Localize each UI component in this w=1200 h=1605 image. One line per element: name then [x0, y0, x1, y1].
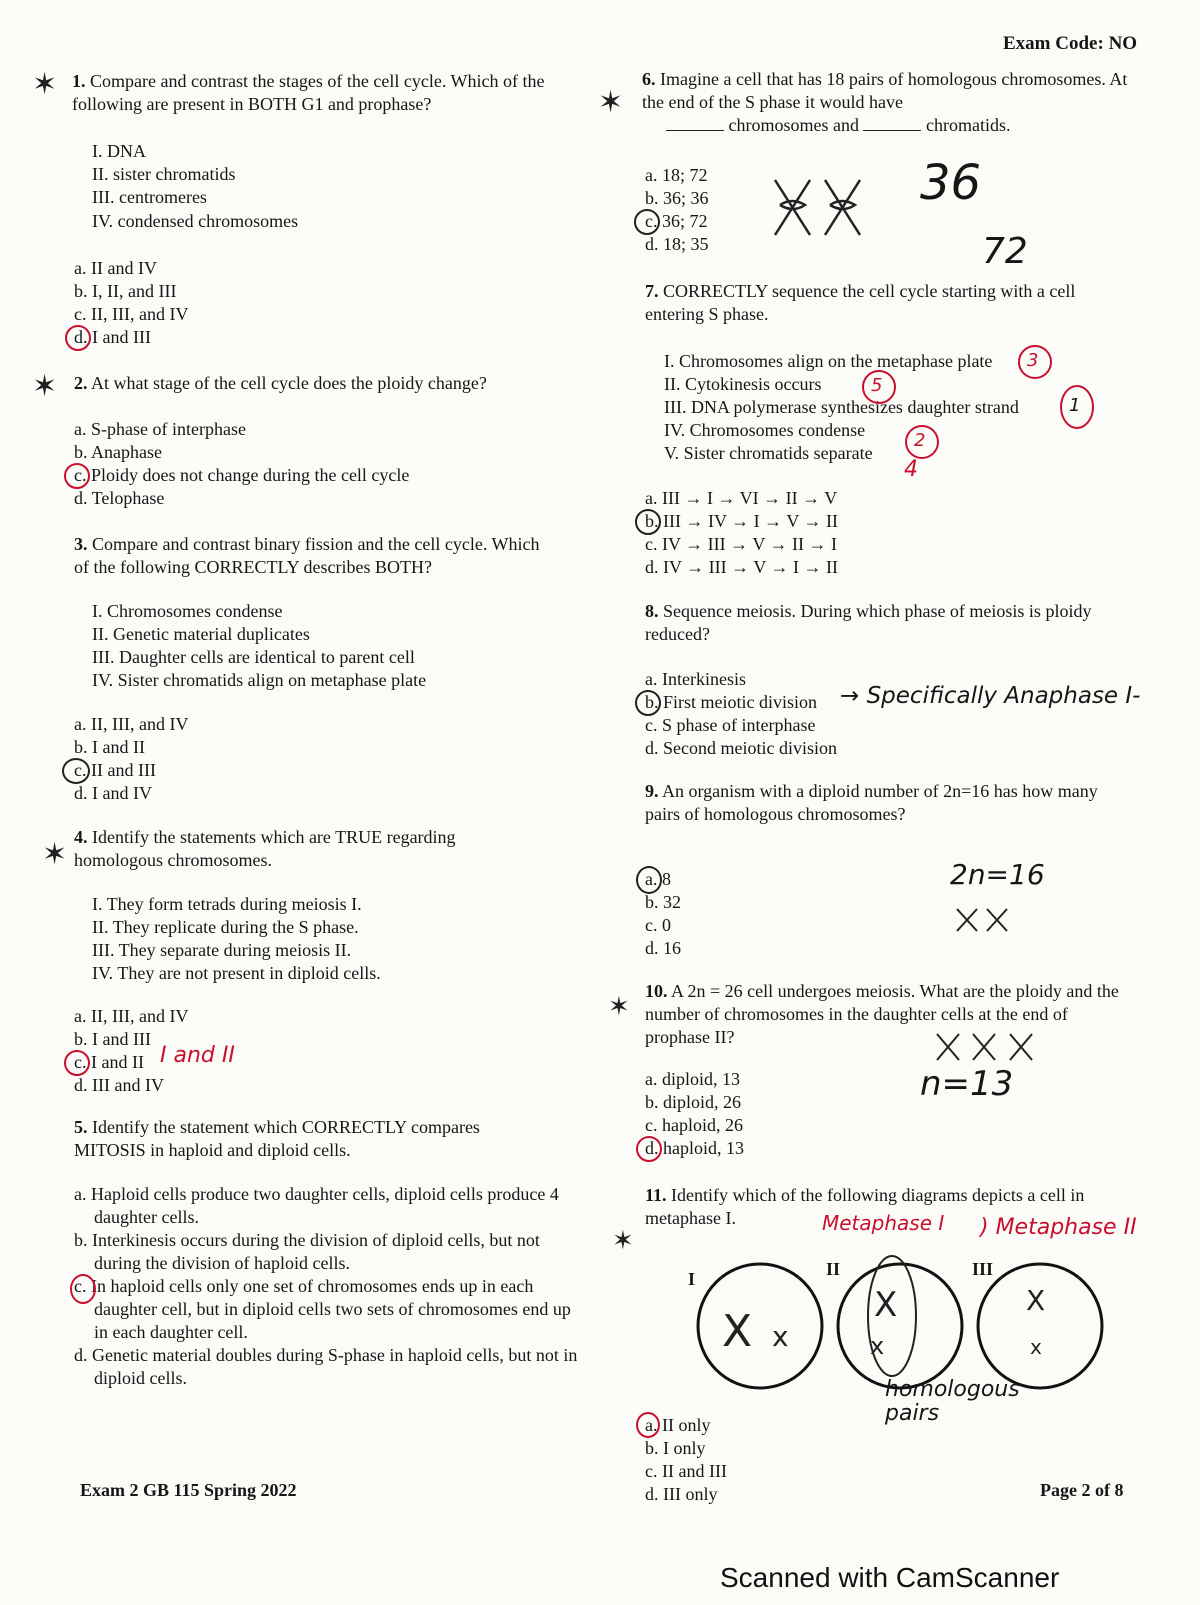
q8-option-d: d. Second meiotic division: [645, 738, 837, 758]
answer-circle-icon: [64, 463, 90, 489]
answer-circle-icon: [635, 690, 661, 716]
q10-option-c: c. haploid, 26: [645, 1115, 743, 1135]
handwritten-annotation: n=13: [920, 1064, 1014, 1104]
q5-option-d: d. Genetic material doubles during S-phase in haploid cells, but not in diploid cells.: [74, 1345, 578, 1388]
q1-option-b: b. I, II, and III: [74, 281, 177, 301]
answer-circle-icon: [635, 509, 661, 535]
question-7-text: CORRECTLY sequence the cell cycle starting with a cell entering S phase.: [645, 281, 1076, 324]
q4-item: II. They replicate during the S phase.: [92, 917, 359, 937]
q7-option-c: c. IV → III → V → II → I: [645, 534, 837, 554]
question-3-text: Compare and contrast binary fission and the cell cycle. Which of the following CORRECTLY describes BOTH?: [74, 534, 540, 577]
q11-option-a: a. II only: [645, 1415, 711, 1435]
q3-option-c: c. II and III: [74, 760, 156, 780]
q9-option-a: a. 8: [645, 869, 671, 889]
scanner-watermark: Scanned with CamScanner: [720, 1562, 1060, 1593]
question-8: 8. Sequence meiosis. During which phase of meiosis is ploidy reduced?: [645, 601, 1092, 644]
q6-option-b: b. 36; 36: [645, 188, 709, 208]
q3-option-a: a. II, III, and IV: [74, 714, 189, 734]
diagram-label-3: III: [972, 1259, 994, 1279]
question-1: 1. Compare and contrast the stages of the cell cycle. Which of the following are present in BOTH G1 and prophase?: [72, 71, 545, 114]
question-9: 9. An organism with a diploid number of 2n=16 has how many pairs of homologous chromosomes?: [645, 781, 1098, 824]
q8-option-b: b. First meiotic division: [645, 692, 818, 712]
q5-option-b: b. Interkinesis occurs during the division of diploid cells, but not during the division of haploid cells.: [74, 1230, 540, 1273]
q1-item: IV. condensed chromosomes: [92, 211, 299, 231]
question-8-text: Sequence meiosis. During which phase of meiosis is ploidy reduced?: [645, 601, 1092, 644]
answer-circle-icon: [636, 1136, 662, 1162]
q10-option-d: d. haploid, 13: [645, 1138, 744, 1158]
answer-circle-icon: [64, 1050, 90, 1076]
q2-option-d: d. Telophase: [74, 488, 165, 508]
q7-item: V. Sister chromatids separate: [664, 443, 873, 463]
q3-option-b: b. I and II: [74, 737, 145, 757]
chromosome-sketch-icon: [770, 175, 890, 245]
svg-text:X: X: [1026, 1284, 1046, 1317]
q5-option-c: c. In haploid cells only one set of chromosomes ends up in each daughter cell, but in diploid cells two sets of chromosomes end up in each daughter cell.: [74, 1276, 571, 1342]
question-10: 10. A 2n = 26 cell undergoes meiosis. What are the ploidy and the number of chromosomes in the daughter cells at the end of prophase II?: [645, 981, 1119, 1047]
q1-option-a: a. II and IV: [74, 258, 157, 278]
question-5-text: Identify the statement which CORRECTLY compares MITOSIS in haploid and diploid cells.: [74, 1117, 480, 1160]
question-5: 5. Identify the statement which CORRECTLY compares MITOSIS in haploid and diploid cells.: [74, 1117, 480, 1160]
question-1-text: Compare and contrast the stages of the cell cycle. Which of the following are present in BOTH G1 and prophase?: [72, 71, 545, 114]
q2-option-c: c. Ploidy does not change during the cell cycle: [74, 465, 410, 485]
handwritten-annotation: 36: [920, 155, 982, 211]
answer-circle-icon: [70, 1274, 96, 1304]
answer-circle-icon: [636, 1412, 660, 1438]
question-6-text: Imagine a cell that has 18 pairs of homologous chromosomes. At the end of the S phase it would have: [642, 69, 1128, 112]
svg-text:X: X: [722, 1306, 753, 1357]
q8-option-c: c. S phase of interphase: [645, 715, 816, 735]
q7-item: I. Chromosomes align on the metaphase plate: [664, 351, 993, 371]
q9-option-b: b. 32: [645, 892, 681, 912]
question-3: 3. Compare and contrast binary fission and the cell cycle. Which of the following CORRECTLY describes BOTH?: [74, 534, 540, 577]
q4-option-a: a. II, III, and IV: [74, 1006, 189, 1026]
q4-option-d: d. III and IV: [74, 1075, 164, 1095]
handwritten-annotation: I and II: [160, 1043, 235, 1068]
sequence-mark: 4: [904, 457, 918, 482]
fill-blank: [666, 114, 724, 131]
question-4: 4. Identify the statements which are TRUE regarding homologous chromosomes.: [74, 827, 456, 870]
chromosome-sketch-icon: [955, 905, 1015, 935]
q7-option-a: a. III → I → VI → II → V: [645, 488, 838, 508]
star-mark-icon: ✶: [42, 838, 68, 871]
question-6: 6. Imagine a cell that has 18 pairs of homologous chromosomes. At the end of the S phase it would have chromosomes and chromatids.: [642, 69, 1128, 135]
footer-page: Page 2 of 8: [1040, 1480, 1124, 1500]
q8-option-a: a. Interkinesis: [645, 669, 746, 689]
q4-option-c: c. I and II: [74, 1052, 144, 1072]
q7-option-d: d. IV → III → V → I → II: [645, 557, 838, 577]
star-mark-icon: ✶: [32, 370, 58, 403]
cell-diagram-2: [838, 1256, 962, 1388]
svg-text:x: x: [870, 1332, 885, 1360]
answer-circle-icon: [634, 209, 660, 235]
q1-option-c: c. II, III, and IV: [74, 304, 189, 324]
q4-option-b: b. I and III: [74, 1029, 151, 1049]
q7-item: IV. Chromosomes condense: [664, 420, 866, 440]
q4-item: IV. They are not present in diploid cells.: [92, 963, 381, 983]
q4-item: I. They form tetrads during meiosis I.: [92, 894, 362, 914]
handwritten-annotation: Metaphase I: [822, 1211, 945, 1235]
question-4-text: Identify the statements which are TRUE regarding homologous chromosomes.: [74, 827, 456, 870]
fill-blank: [863, 114, 921, 131]
question-9-text: An organism with a diploid number of 2n=16 has how many pairs of homologous chromosomes?: [645, 781, 1098, 824]
q6-option-d: d. 18; 35: [645, 234, 709, 254]
q3-item: II. Genetic material duplicates: [92, 624, 310, 644]
star-mark-icon: ✶: [32, 68, 58, 101]
q7-option-b: b. III → IV → I → V → II: [645, 511, 838, 531]
q10-option-b: b. diploid, 26: [645, 1092, 742, 1112]
q7-item: III. DNA polymerase synthesizes daughter strand: [664, 397, 1019, 417]
question-2: 2. At what stage of the cell cycle does the ploidy change?: [74, 373, 487, 393]
svg-text:x: x: [772, 1320, 789, 1353]
sequence-mark: 5: [871, 375, 883, 396]
q9-option-c: c. 0: [645, 915, 671, 935]
q5-option-a: a. Haploid cells produce two daughter cells, diploid cells produce 4 daughter cells.: [74, 1184, 559, 1227]
cell-diagram-1: [698, 1264, 822, 1388]
cell-diagram-3: [978, 1264, 1102, 1388]
diagram-label-2: II: [826, 1259, 841, 1279]
q7-item: II. Cytokinesis occurs: [664, 374, 822, 394]
q9-option-d: d. 16: [645, 938, 681, 958]
sequence-mark: 1: [1069, 395, 1081, 416]
q3-option-d: d. I and IV: [74, 783, 152, 803]
q1-item: I. DNA: [92, 141, 146, 161]
handwritten-annotation: 72: [982, 231, 1028, 272]
question-11-text: Identify which of the following diagrams depicts a cell in metaphase I.: [645, 1185, 1085, 1228]
exam-code-value: NO: [1108, 33, 1138, 54]
q1-item: III. centromeres: [92, 187, 207, 207]
sequence-mark: 3: [1027, 350, 1039, 371]
handwritten-annotation: homologous pairs: [885, 1377, 1020, 1426]
q11-option-b: b. I only: [645, 1438, 706, 1458]
q3-item: III. Daughter cells are identical to parent cell: [92, 647, 415, 667]
q6-option-c: c. 36; 72: [645, 211, 708, 231]
handwritten-annotation: 2n=16: [950, 858, 1045, 891]
svg-text:x: x: [1030, 1335, 1042, 1359]
exam-code-label: Exam Code:: [1003, 33, 1104, 54]
q10-option-a: a. diploid, 13: [645, 1069, 740, 1089]
q3-item: I. Chromosomes condense: [92, 601, 283, 621]
diagram-label-1: I: [688, 1269, 696, 1289]
handwritten-annotation: → Specifically Anaphase I-: [840, 683, 1141, 709]
footer-course: Exam 2 GB 115 Spring 2022: [80, 1480, 297, 1500]
q11-option-c: c. II and III: [645, 1461, 727, 1481]
sequence-mark: 2: [914, 430, 926, 451]
q11-option-d: d. III only: [645, 1484, 718, 1504]
q2-option-a: a. S-phase of interphase: [74, 419, 246, 439]
star-mark-icon: ✶: [598, 86, 624, 119]
question-11: 11. Identify which of the following diagrams depicts a cell in metaphase I.: [645, 1185, 1085, 1228]
svg-text:X: X: [874, 1285, 898, 1325]
q6-option-a: a. 18; 72: [645, 165, 708, 185]
q1-item: II. sister chromatids: [92, 164, 236, 184]
handwritten-annotation: ) Metaphase II: [980, 1215, 1137, 1240]
star-mark-icon: ✶: [612, 1226, 634, 1255]
exam-code: [1003, 32, 1137, 55]
answer-circle-icon: [65, 325, 91, 351]
q4-item: III. They separate during meiosis II.: [92, 940, 352, 960]
question-10-text: A 2n = 26 cell undergoes meiosis. What are the ploidy and the number of chromosomes in the daughter cells at the end of prophase II?: [645, 981, 1119, 1047]
star-mark-icon: ✶: [608, 992, 630, 1021]
q1-option-d: d. I and III: [74, 327, 151, 347]
q2-option-b: b. Anaphase: [74, 442, 162, 462]
question-7: 7. CORRECTLY sequence the cell cycle starting with a cell entering S phase.: [645, 281, 1076, 324]
chromosome-sketch-icon: [935, 1030, 1045, 1065]
answer-circle-icon: [636, 866, 662, 894]
question-2-text: At what stage of the cell cycle does the ploidy change?: [91, 373, 487, 393]
q3-item: IV. Sister chromatids align on metaphase plate: [92, 670, 427, 690]
answer-circle-icon: [62, 758, 90, 784]
